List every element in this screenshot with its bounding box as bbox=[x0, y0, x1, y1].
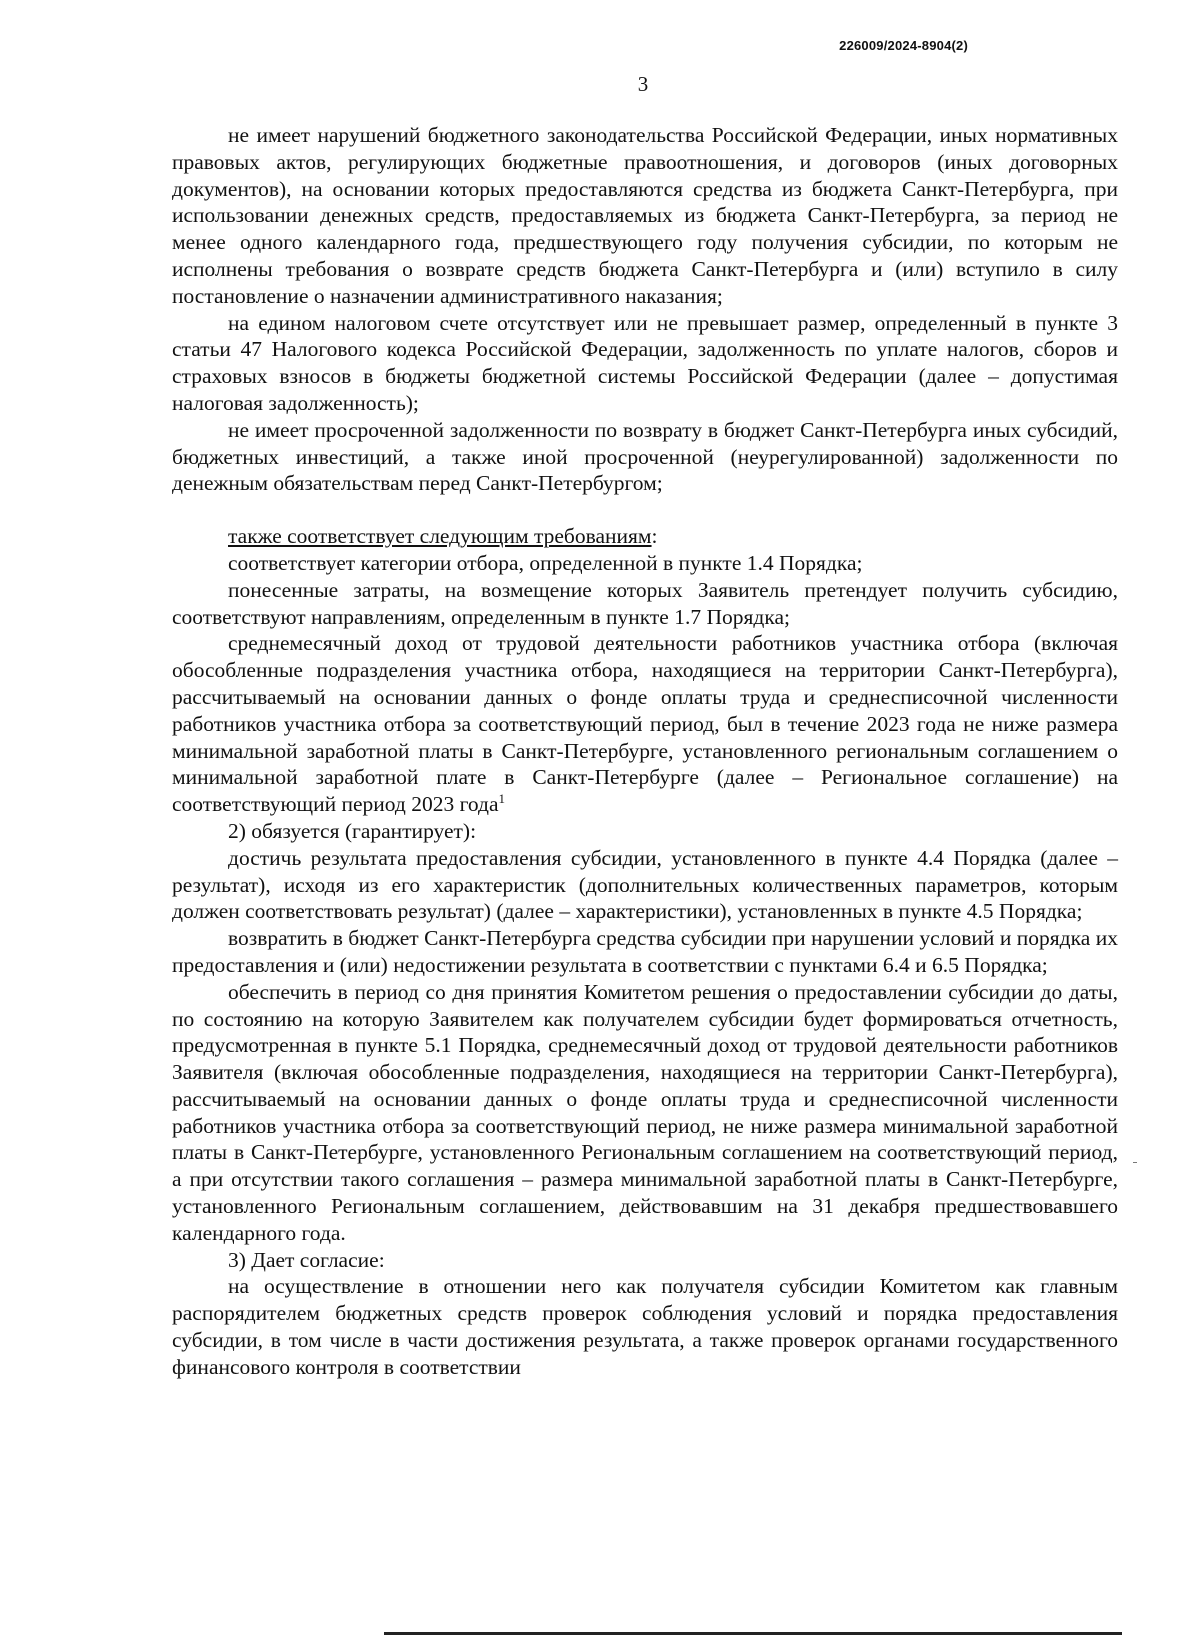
paragraph-costs: понесенные затраты, на возмещение которых Заявитель претендует получить субсидию, соответствуют направлениям, определенным в пункте 1.7 Порядка; bbox=[172, 577, 1118, 629]
footnote-reference: 1 bbox=[498, 790, 506, 806]
requirements-heading bbox=[172, 523, 1118, 550]
scan-speck bbox=[1133, 1162, 1137, 1163]
footnote-separator-line bbox=[384, 1632, 1122, 1635]
document-number: 226009/2024-8904(2) bbox=[839, 38, 968, 53]
paragraph-tax-debt: на едином налоговом счете отсутствует или не превышает размер, определенный в пункте 3 статьи 47 Налогового кодекса Российской Федерации, задолженность по уплате налогов, сборов и страховых взносов в бюджеты бюджетной системы Российской Федерации (далее – допустимая налоговая задолженность); bbox=[172, 310, 1118, 415]
paragraph-budget-violations: не имеет нарушений бюджетного законодательства Российской Федерации, иных нормативных правовых актов, регулирующих бюджетные правоотношения, и договоров (иных договорных документов), на основании которых предоставляются средства из бюджета Санкт-Петербурга, при использовании денежных средств, предоставляемых из бюджета Санкт-Петербурга, за период не менее одного календарного года, предшествующего году получения субсидии, по которым не исполнены требования о возврате средств бюджета Санкт-Петербурга и (или) вступило в силу постановление о назначении административного наказания; bbox=[172, 123, 1118, 308]
page-number: 3 bbox=[637, 72, 649, 96]
paragraph-obligations-heading: 2) обязуется (гарантирует): bbox=[228, 818, 477, 843]
paragraph-average-income bbox=[172, 630, 1118, 818]
paragraph-ensure-income: обеспечить в период со дня принятия Комитетом решения о предоставлении субсидии до даты, по состоянию на которую Заявителем как получателем субсидии будет формироваться отчетность, предусмотренная в пункте 5.1 Порядка, среднемесячный доход от трудовой деятельности работников Заявителя (включая обособленные подразделения, находящиеся на территории Санкт-Петербурга), рассчитываемый на основании данных о фонде оплаты труда и среднесписочной численности работников участника отбора за соответствующий период, не ниже размера минимальной заработной платы в Санкт-Петербурге, установленного Региональным соглашением на соответствующий период, а при отсутствии такого соглашения – размера минимальной заработной платы в Санкт-Петербурге, установленного Региональным соглашением, действовавшим на 31 декабря предшествовавшего календарного года. bbox=[172, 979, 1118, 1245]
paragraph-overdue-debt: не имеет просроченной задолженности по возврату в бюджет Санкт-Петербурга иных субсидий, бюджетных инвестиций, а также иной просроченной (неурегулированной) задолженности по денежным обязательствам перед Санкт-Петербургом; bbox=[172, 417, 1118, 496]
requirements-heading-colon: : bbox=[651, 524, 658, 549]
average-income-text: среднемесячный доход от трудовой деятельности работников участника отбора (включая обособленные подразделения участника отбора, находящиеся на территории Санкт-Петербурга), рассчитываемый на основании данных о фонде оплаты труда и среднесписочной численности работников участника отбора за соответствующий период, был в течение 2023 года не ниже размера минимальной заработной платы в Санкт-Петербурге, установленного региональным соглашением о минимальной заработной плате в Санкт-Петербурге (далее – Региональное соглашение) на соответствующий период 2023 года bbox=[172, 631, 1118, 817]
requirements-heading-underlined: также соответствует следующим требованиям bbox=[228, 524, 652, 549]
document-body bbox=[172, 122, 1118, 1381]
paragraph-achieve-result: достичь результата предоставления субсидии, установленного в пункте 4.4 Порядка (далее – результат), исходя из его характеристик (дополнительных количественных параметров, которым должен соответствовать результат) (далее – характеристики), установленных в пункте 4.5 Порядка; bbox=[172, 845, 1118, 924]
paragraph-category: соответствует категории отбора, определенной в пункте 1.4 Порядка; bbox=[228, 550, 863, 575]
paragraph-consent-audits: на осуществление в отношении него как получателя субсидии Комитетом как главным распорядителем бюджетных средств проверок соблюдения условий и порядка предоставления субсидии, в том числе в части достижения результата, а также проверок органами государственного финансового контроля в соответствии bbox=[172, 1274, 1118, 1379]
paragraph-consent-heading: 3) Дает согласие: bbox=[228, 1247, 385, 1272]
paragraph-return-subsidy: возвратить в бюджет Санкт-Петербурга средства субсидии при нарушении условий и порядка их предоставления и (или) недостижении результата в соответствии с пунктами 6.4 и 6.5 Порядка; bbox=[172, 926, 1118, 977]
